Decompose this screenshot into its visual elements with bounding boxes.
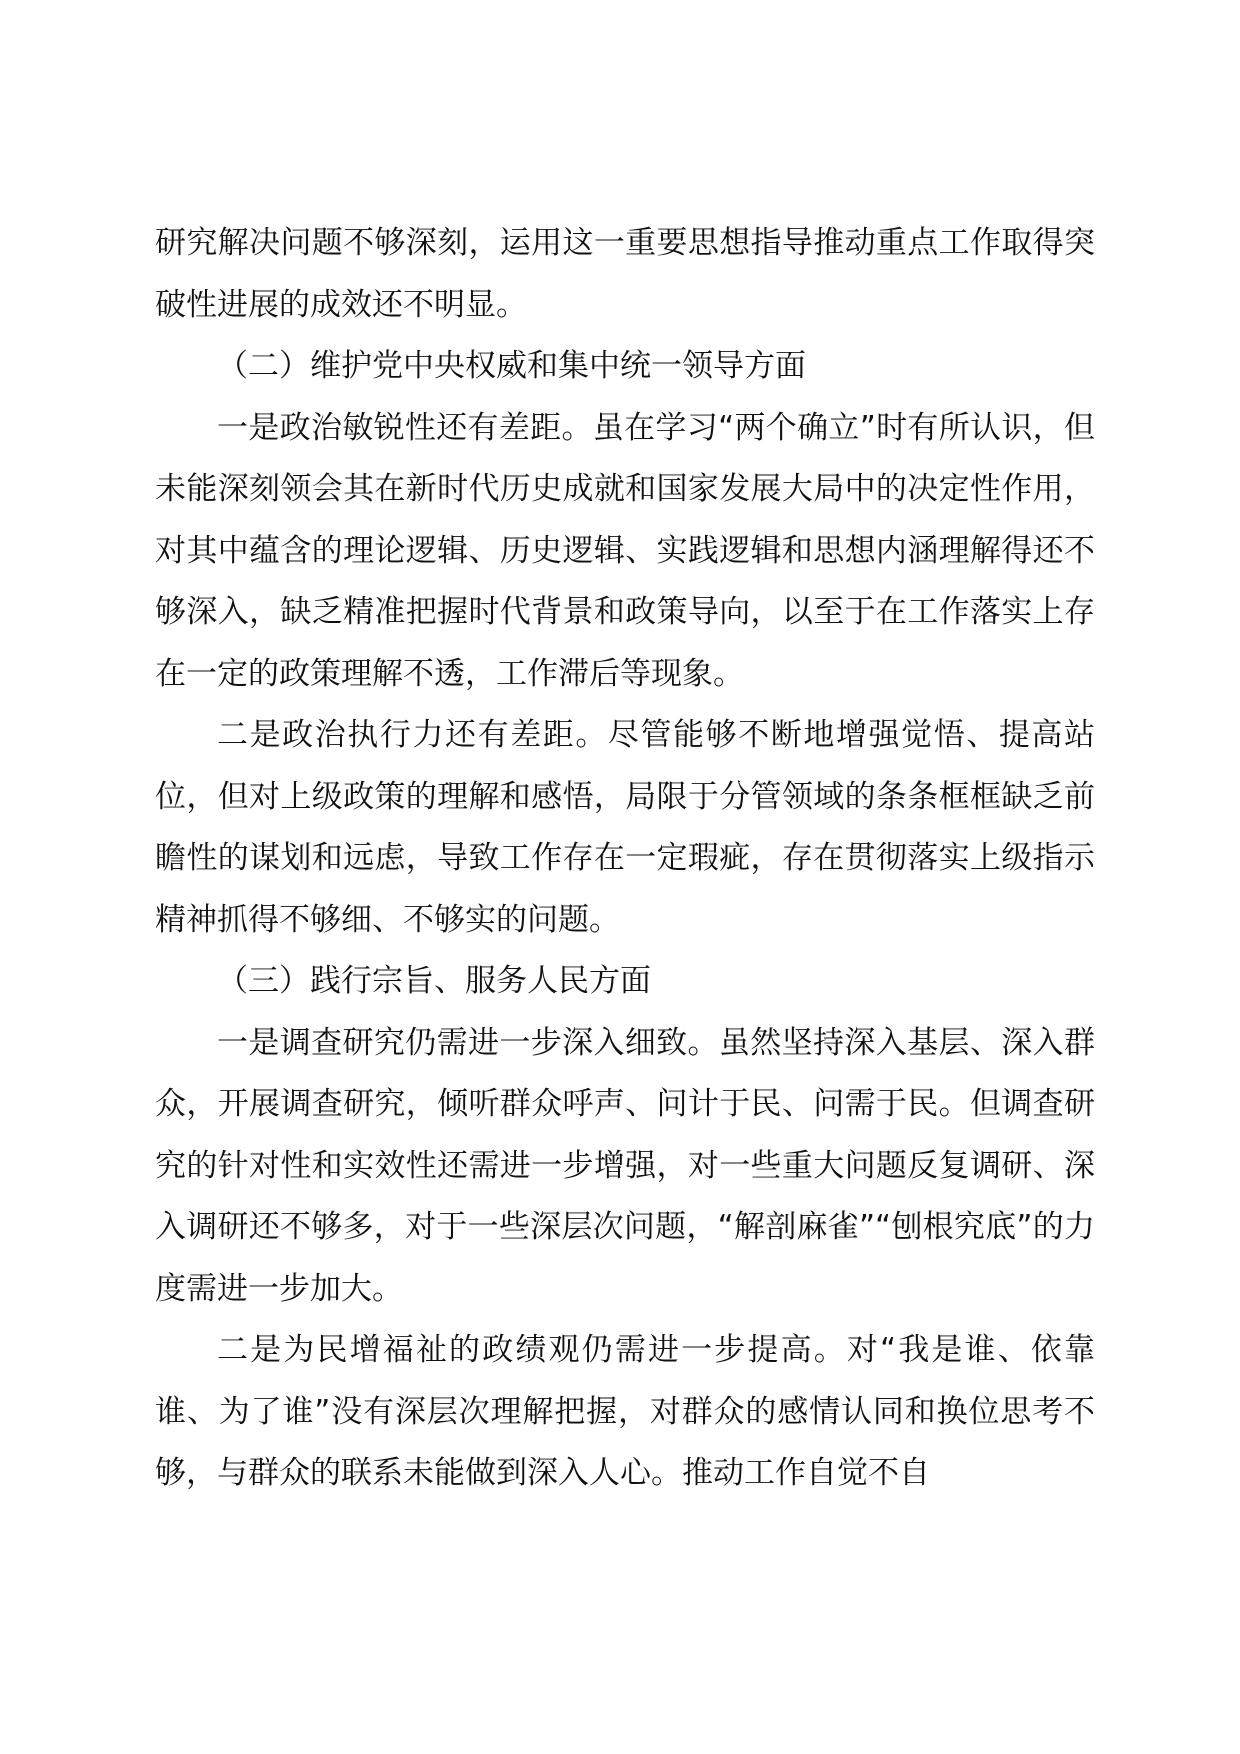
paragraph-political-execution: 二是政治执行力还有差距。尽管能够不断地增强觉悟、提高站位，但对上级政策的理解和感悟，局限于分管领域的条条框框缺乏前瞻性的谋划和远虑，导致工作存在一定瑕疵，存在贯彻落实上级指示精神抓得不够细、不够实的问题。 xyxy=(155,717,1095,938)
section-heading-2: （二）维护党中央权威和集中统一领导方面 xyxy=(217,348,806,384)
paragraph-investigation-research: 一是调查研究仍需进一步深入细致。虽然坚持深入基层、深入群众，开展调查研究，倾听群众呼声、问计于民、问需于民。但调查研究的针对性和实效性还需进一步增强，对一些重大问题反复调研、深入调研还不够多，对于一些深层次问题，“解剖麻雀”“刨根究底”的力度需进一步加大。 xyxy=(155,1024,1095,1307)
paragraph-continuation: 研究解决问题不够深刻，运用这一重要思想指导推动重点工作取得突破性进展的成效还不明显。 xyxy=(155,225,1095,323)
paragraph-people-wellbeing: 二是为民增福祉的政绩观仍需进一步提高。对“我是谁、依靠谁、为了谁”没有深层次理解把握，对群众的感情认同和换位思考不够，与群众的联系未能做到深入人心。推动工作自觉不自 xyxy=(155,1332,1095,1491)
section-heading-3: （三）践行宗旨、服务人民方面 xyxy=(217,963,651,999)
document-body xyxy=(155,213,1095,1505)
paragraph-political-sensitivity: 一是政治敏锐性还有差距。虽在学习“两个确立”时有所认识，但未能深刻领会其在新时代历史成就和国家发展大局中的决定性作用，对其中蕴含的理论逻辑、历史逻辑、实践逻辑和思想内涵理解得还不够深入，缺乏精准把握时代背景和政策导向，以至于在工作落实上存在一定的政策理解不透，工作滞后等现象。 xyxy=(155,409,1095,692)
